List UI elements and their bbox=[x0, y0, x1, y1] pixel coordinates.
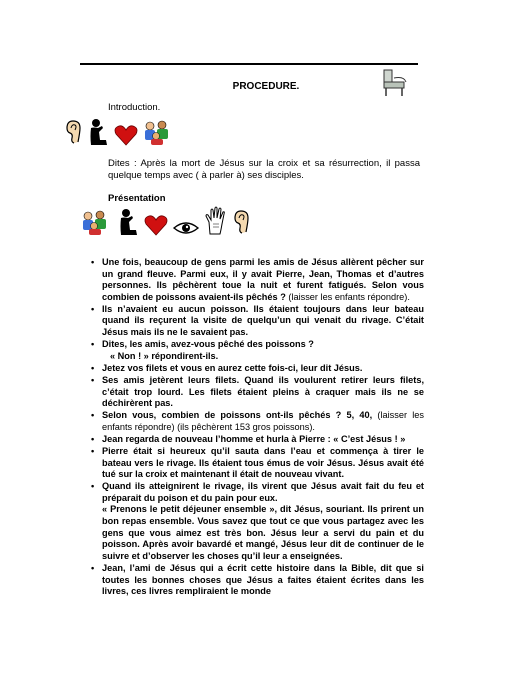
heart-icon bbox=[114, 124, 138, 146]
bullet-text: Jean regarda de nouveau l’homme et hurla à Pierre : « C’est Jésus ! » bbox=[102, 433, 406, 444]
hand-icon bbox=[204, 206, 228, 236]
bullet-note: (laisser les enfants répondre) (ils pêchèrent 153 gros poissons). bbox=[102, 410, 424, 432]
heart-icon bbox=[144, 214, 168, 236]
bullet-text: Quand ils atteignirent le rivage, ils virent que Jésus avait fait du feu et préparait du poison et du pain pour eux. bbox=[102, 481, 424, 503]
intro-icons bbox=[64, 118, 174, 146]
page-title: PROCEDURE. bbox=[232, 81, 300, 92]
story-list bbox=[90, 257, 424, 598]
top-rule bbox=[80, 63, 418, 65]
list-item bbox=[90, 339, 424, 362]
children-group-icon bbox=[142, 120, 174, 146]
intro-heading: Introduction. bbox=[108, 102, 161, 113]
children-group-icon bbox=[80, 210, 114, 236]
bullet-text: Jetez vos filets et vous en aurez cette fois-ci, leur dit Jésus. bbox=[102, 362, 363, 373]
list-item bbox=[90, 375, 424, 410]
list-item bbox=[90, 410, 424, 433]
list-item bbox=[90, 446, 424, 481]
ear-icon bbox=[232, 208, 252, 236]
praying-person-icon bbox=[88, 118, 110, 146]
list-item bbox=[90, 481, 424, 562]
bullet-note: (laisser les enfants répondre). bbox=[285, 291, 410, 302]
list-item bbox=[90, 434, 424, 446]
bullet-extra: « Prenons le petit déjeuner ensemble », dit Jésus, souriant. Ils prirent un bon repas ensemble. Vous savez que tout ce que vous partagez avec les gens que vous aimez est très bon. Jésus leur a servi du pain et du poisson. Après avoir bavardé et mangé, Jésus leur dit de continuer de le suivre et d’observer les choses qu’il leur a enseignées. bbox=[102, 504, 424, 561]
presentation-icons bbox=[80, 206, 252, 236]
praying-person-icon bbox=[118, 208, 140, 236]
bullet-text: Ses amis jetèrent leurs filets. Quand ils voulurent retirer leurs filets, c’était trop lourd. Les filets étaient pleins à craquer mais ils ne se déchirèrent pas. bbox=[102, 374, 424, 409]
ear-icon bbox=[64, 118, 84, 146]
list-item bbox=[90, 257, 424, 303]
bullet-text: Selon vous, combien de poissons ont-ils pêchés ? 5, 40, bbox=[102, 410, 373, 421]
eye-icon bbox=[172, 220, 200, 236]
intro-text bbox=[108, 158, 420, 182]
bullet-extra: « Non ! » répondirent-ils. bbox=[110, 350, 219, 361]
list-item bbox=[90, 363, 424, 375]
presentation-heading: Présentation bbox=[108, 193, 166, 204]
list-item bbox=[90, 563, 424, 598]
bullet-text: Dites, les amis, avez-vous pêché des poissons ? bbox=[102, 339, 314, 350]
bullet-text: Jean, l’ami de Jésus qui a écrit cette histoire dans la Bible, dit que si toutes les bonnes choses que Jésus a faites étaient écrites dans les livres, ces livres rempliraient le monde bbox=[102, 562, 424, 597]
intro-text-body: Après la mort de Jésus sur la croix et sa résurrection, il passa quelque temps avec ( à parler à) ses disciples. bbox=[108, 158, 420, 181]
list-item bbox=[90, 304, 424, 339]
bullet-text: Ils n’avaient eu aucun poisson. Ils étaient toujours dans leur bateau quand ils reçurent la visite de quelqu’un qui venait du rivage. C’était Jésus mais ils ne le savaient pas. bbox=[102, 303, 424, 338]
intro-text-prefix: Dites : bbox=[108, 158, 141, 169]
bullet-text: Pierre était si heureux qu’il sauta dans l’eau et commença à tirer le bateau vers le rivage. Ils étaient tous émus de voir Jésus. Jésus avait été tué sur la croix et maintenant il était de nouveau vivant. bbox=[102, 446, 424, 480]
bullet-text: Une fois, beaucoup de gens parmi les amis de Jésus allèrent pêcher sur un grand fleuve. Parmi eux, il y avait Pierre, Jean, Thomas et d’autres personnes. Ils pêchèrent toue la nuit et furent fatigués. Selon vous combien de poissons avaient-ils pêchés ? bbox=[102, 257, 424, 302]
